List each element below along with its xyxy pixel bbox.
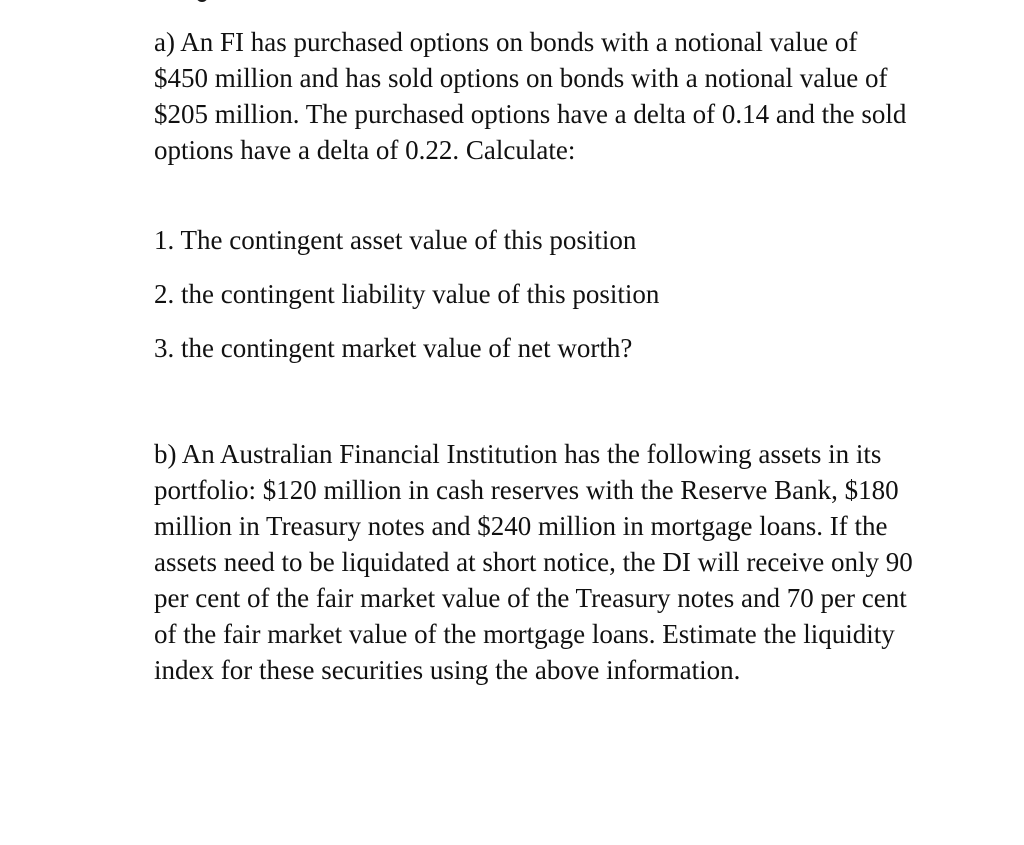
- list-item: 1. The contingent asset value of this position: [154, 225, 637, 255]
- list-item: 3. the contingent market value of net worth?: [154, 333, 633, 363]
- question-b-text: b) An Australian Financial Institution has the following assets in its portfolio: $120 million in cash reserves with the Reserve Bank, $180 million in Treasury notes and $240 million in mortgage loans. If the assets need to be liquidated at short notice, the DI will receive only 90 per cent of the fair market value of the Treasury notes and 70 per cent of the fair market value of the mortgage loans. Estimate the liquidity index for these securities using the above information.: [154, 439, 913, 685]
- question-a-text: a) An FI has purchased options on bonds with a notional value of $450 million and has sold options on bonds with a notional value of $205 million. The purchased options have a delta of 0.14 and the sold options have a delta of 0.22. Calculate:: [154, 27, 907, 165]
- list-item: 2. the contingent liability value of this position: [154, 279, 660, 309]
- cropped-glyph: [196, 0, 208, 2]
